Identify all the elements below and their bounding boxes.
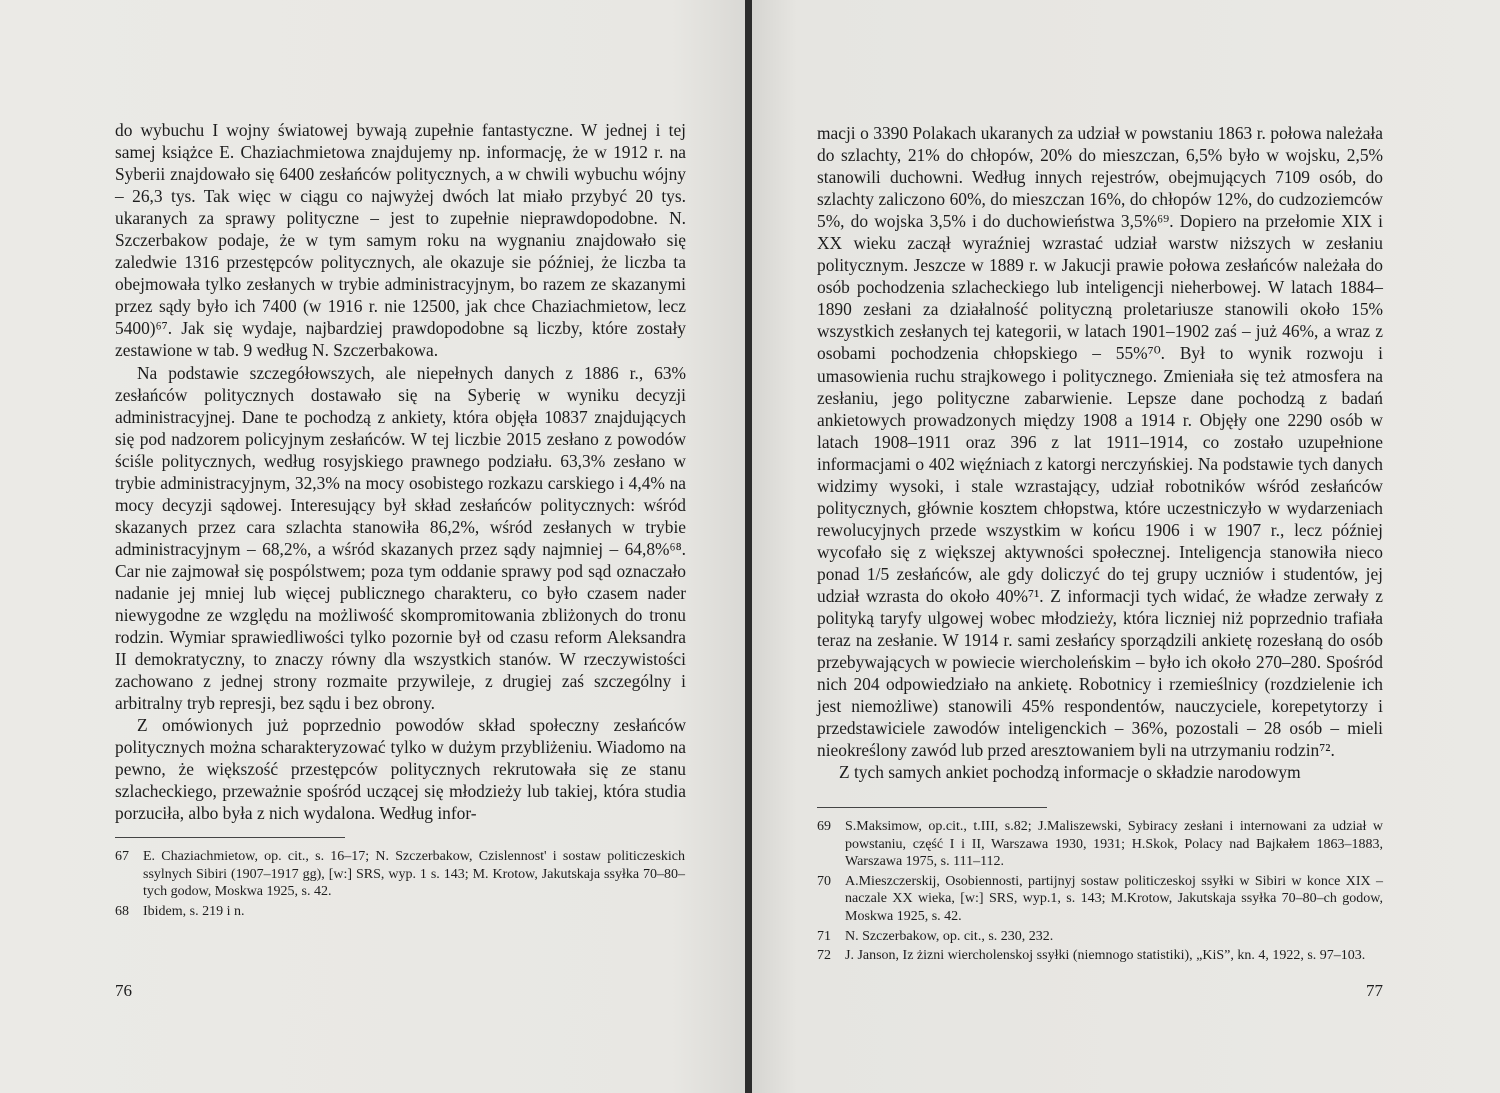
left-footnotes — [115, 848, 685, 922]
right-footnotes — [817, 818, 1383, 967]
footnote-number: 68 — [115, 903, 129, 919]
footnote — [817, 873, 1383, 926]
footnote-text: E. Chaziachmietow, op. cit., s. 16–17; N. Szczerbakow, Czislennost' i sostaw politiczeskich ssylnych Sibiri (1907–1917 gg), [w:] SRS, wyp. 1 s. 143; M. Krotow, Jakutskaja ssyłka 70–80–tych godow, Moskwa 1925, s. 42. — [143, 849, 685, 900]
paragraph: Z tych samych ankiet pochodzą informacje o składzie narodowym — [839, 762, 1301, 783]
footnote-divider — [115, 837, 345, 838]
paragraph: macji o 3390 Polakach ukaranych za udział w powstaniu 1863 r. połowa należała do szlachty, 21% do chłopów, 20% do mieszczan, 6,5% było w wojsku, 2,5% stanowili duchowni. Według innych rejestrów, obejmujących 7109 osób, do szlachty zaliczono 60%, do mieszczan 16%, do chłopów 12%, do cudzoziemców 5%, do wojska 3,5% i do duchowieństwa 3,5%⁶⁹. Dopiero na przełomie XIX i XX wieku zaczął wyraźniej wzrastać udział warstw niższych w zesłaniu politycznym. Jeszcze w 1889 r. w Jakucji prawie połowa zesłańców należała do osób pochodzenia szlacheckiego lub inteligencji nieherbowej. W latach 1884–1890 zesłani za działalność polityczną proletariusze stanowili około 15% wszystkich zesłanych tej kategorii, w latach 1901–1902 zaś – już 46%, a wraz z osobami pochodzenia chłopskiego – 55%⁷⁰. Był to wynik rozwoju i umasowienia ruchu strajkowego i politycznego. Zmieniała się też atmosfera na zesłaniu, jego polityczne zabarwienie. Lepsze dane pochodzą z badań ankietowych prowadzonych między 1908 a 1914 r. Objęły one 2290 osób w latach 1908–1911 oraz 396 z lat 1911–1914, co zostało uzupełnione informacjami o 402 więźniach z katorgi nerczyńskiej. Na podstawie tych danych widzimy wysoki, i stale wzrastający, udział robotników wśród zesłańców politycznych, głównie kosztem chłopstwa, które uczestniczyło w wydarzeniach rewolucyjnych przede wszystkim w końcu 1906 i w 1907 r., lecz później wycofało się z większej aktywności społecznej. Inteligencja stanowiła nieco ponad 1/5 zesłańców, ale gdy doliczyć do tej grupy uczniów i studentów, jej udział wzrasta do około 40%⁷¹. Z informacji tych widać, że władze zerwały z polityką taryfy ulgowej wobec młodzieży, która liczniej niż poprzednio trafiała teraz na zesłanie. W 1914 r. sami zesłańcy sporządzili ankietę rozesłaną do osób przebywających w powiecie wiercholeńskim – było ich około 270–280. Spośród nich 204 odpowiedziało na ankietę. Robotnicy i rzemieślnicy (rozdzielenie ich jest niemożliwe) stanowili 45% respondentów, nauczyciele, korepetytorzy i przedstawiciele zawodów inteligenckich – 36%, pozostali – 28 osób – mieli nieokreślony zawód lub przed aresztowaniem byli na utrzymaniu rodzin⁷². — [817, 123, 1383, 761]
footnote — [817, 818, 1383, 871]
footnote-number: 67 — [115, 849, 129, 864]
footnote-text: A.Mieszczerskij, Osobiennosti, partijnyj sostaw politiczeskoj ssyłki w Sibiri w konce XIX – naczale XX wieka, [w:] SRS, wyp.1, s. 143; M.Krotow, Jakutskaja ssyłka 70–80–ch godow, Moskwa 1925, s. 42. — [845, 873, 1383, 924]
paragraph: Na podstawie szczegółowszych, ale niepełnych danych z 1886 r., 63% zesłańców politycznych dostawało się na Syberię w wyniku decyzji administracyjnej. Dane te pochodzą z ankiety, która objęła 10837 znajdujących się pod nadzorem policyjnym zesłańców. W tej liczbie 2015 zesłano z powodów ściśle politycznych, według rosyjskiego prawnego podziału. 63,3% zesłano w trybie administracyjnym, 32,3% na mocy osobistego rozkazu carskiego i 4,4% na mocy decyzji sądowej. Interesujący był skład zesłańców politycznych: wśród skazanych przez cara szlachta stanowiła 86,2%, wśród zesłanych w trybie administracyjnym – 68,2%, a wśród skazanych przez sądy najmniej – 64,8%⁶⁸. Car nie zajmował się pospólstwem; poza tym oddanie sprawy pod sąd oznaczało nadanie jej mniej lub więcej publicznego charakteru, co było czasem nader niewygodne ze względu na możliwość skompromitowania zbliżonych do tronu rodzin. Wymiar sprawiedliwości tylko pozornie był od czasu reform Aleksandra II demokratyczny, to znaczy równy dla wszystkich stanów. W rzeczywistości zachowano z jednej strony rozmaite przywileje, z drugiej zaś szczególny i arbitralny tryb represji, bez sądu i bez obrony. — [115, 362, 686, 714]
footnote-text: Ibidem, s. 219 i n. — [143, 903, 245, 919]
footnote — [817, 928, 1383, 946]
paragraph: Z omówionych już poprzednio powodów skład społeczny zesłańców politycznych można scharakteryzować tylko w dużym przybliżeniu. Wiadomo na pewno, że większość przestępców politycznych rekrutowała się ze stanu szlacheckiego, przeważnie spośród uczącej się młodzieży lub takiej, która studia porzuciła, albo była z nich wydalona. Według infor- — [115, 715, 686, 824]
footnote-number: 70 — [817, 873, 831, 889]
paragraph: do wybuchu I wojny światowej bywają zupełnie fantastyczne. W jednej i tej samej książce E. Chaziachmietowa znajdujemy np. informację, że w 1912 r. na Syberii znajdowało się 6400 zesłańców politycznych, a w chwili wybuchu wójny – 26,3 tys. Tak więc w ciągu co najwyżej dwóch lat miało przybyć 20 tys. ukaranych za sprawy polityczne – jest to zupełnie nieprawdopodobne. N. Szczerbakow podaje, że w tym samym roku na wygnaniu znajdowało się zaledwie 1316 przestępców politycznych, ale okazuje sie później, że liczba ta obejmowała tylko zesłanych w trybie administracyjnym, bo razem ze skazanymi przez sądy było ich 7400 (w 1916 r. nie 12500, jak chce Chaziachmietow, lecz 5400)⁶⁷. Jak się wydaje, najbardziej prawdopodobne są liczby, które zostały zestawione w tab. 9 według N. Szczerbakowa. — [115, 120, 686, 361]
page-number: 76 — [115, 981, 132, 1000]
footnote-divider — [817, 807, 1047, 808]
footnote — [817, 947, 1383, 965]
left-page — [0, 0, 747, 1093]
right-page — [752, 0, 1500, 1093]
footnote-number: 69 — [817, 819, 831, 834]
footnote-number: 71 — [817, 928, 831, 944]
left-page-body — [115, 119, 686, 825]
footnote-text: J. Janson, Iz żizni wiercholenskoj ssyłki (niemnogo statistiki), „KiS”, kn. 4, 1922, s. 97–103. — [845, 948, 1366, 964]
footnote — [115, 903, 685, 921]
footnote-text: N. Szczerbakow, op. cit., s. 230, 232. — [845, 928, 1054, 944]
footnote-number: 72 — [817, 948, 831, 964]
footnote — [115, 848, 685, 901]
page-number: 77 — [1366, 981, 1383, 1000]
right-page-body — [817, 122, 1383, 783]
footnote-text: S.Maksimow, op.cit., t.III, s.82; J.Maliszewski, Sybiracy zesłani i internowani za udział w powstaniu, część I i II, Warszawa 1930, 1931; H.Skok, Polacy nad Bajkałem 1863–1883, Warszawa 1975, s. 111–112. — [845, 819, 1383, 870]
